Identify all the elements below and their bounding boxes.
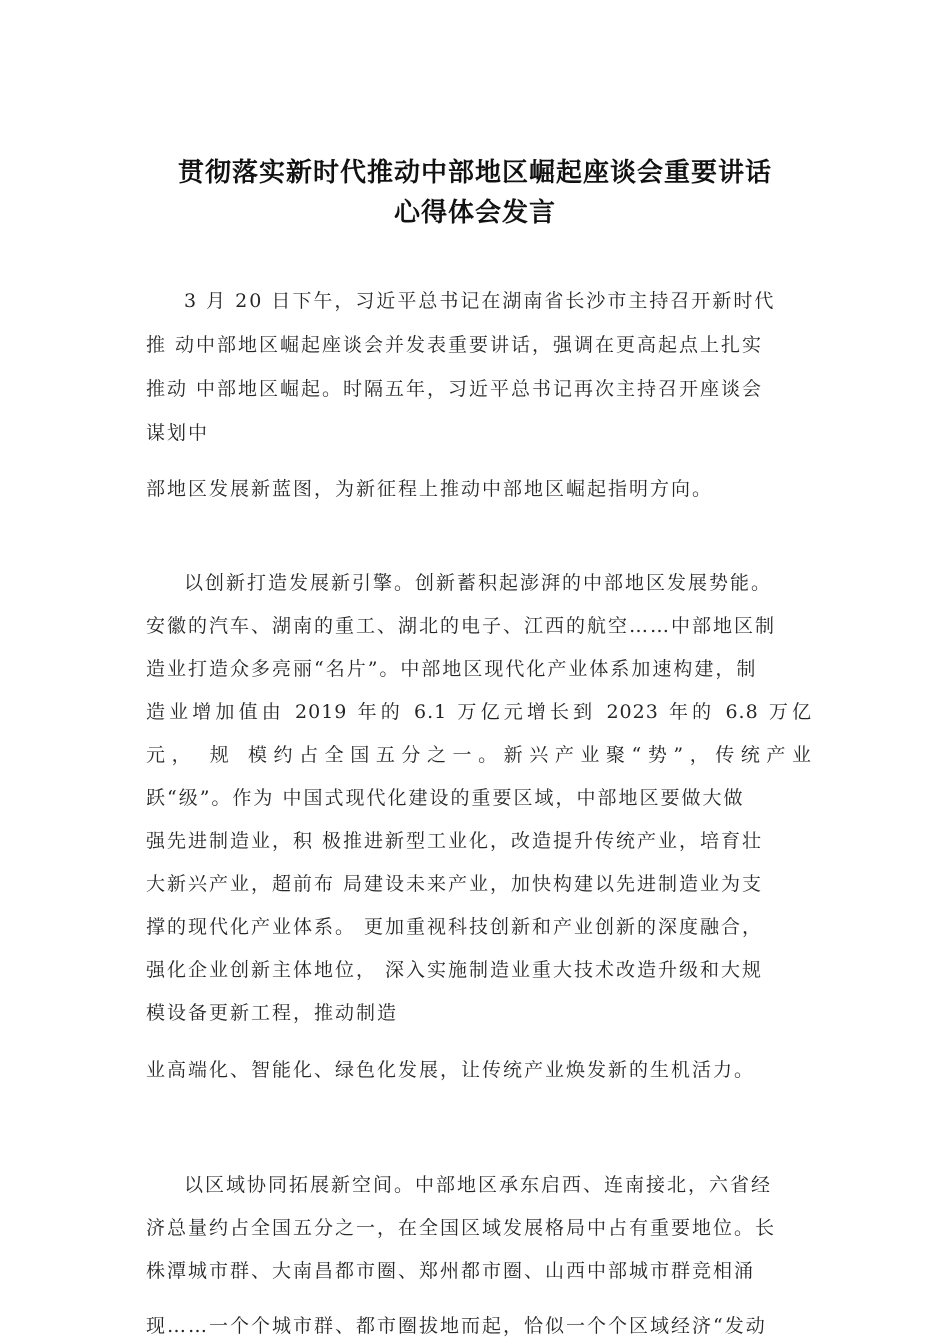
paragraph-1-line-5: 部地区发展新蓝图，为新征程上推动中部地区崛起指明方向。: [146, 478, 714, 500]
paragraph-2-line-2: 安徽的汽车、湖南的重工、湖北的电子、江西的航空……中部地区制: [146, 615, 777, 637]
paragraph-1-line-3: 推动 中部地区崛起。时隔五年，习近平总书记再次主持召开座谈会: [146, 378, 764, 400]
paragraph-2-line-6: 跃“级”。作为 中国式现代化建设的重要区域，中部地区要做大做: [146, 787, 745, 809]
document-title-line-2: 心得体会发言: [393, 198, 556, 228]
paragraph-3-line-1: 以区域协同拓展新空间。中部地区承东启西、连南接北，六省经: [184, 1174, 773, 1196]
paragraph-2-line-3: 造业打造众多亮丽“名片”。中部地区现代化产业体系加速构建，制: [146, 658, 758, 680]
paragraph-2-line-12: 业高端化、智能化、绿色化发展，让传统产业焕发新的生机活力。: [146, 1059, 756, 1081]
paragraph-3-line-4: 现……一个个城市群、都市圈拔地而起，恰似一个个区域经济“发动: [146, 1315, 767, 1337]
paragraph-2-line-4: 造业增加值由 2019 年的 6.1 万亿元增长到 2023 年的 6.8 万亿: [146, 701, 812, 723]
paragraph-3-line-2: 济总量约占全国五分之一，在全国区域发展格局中占有重要地位。长: [146, 1217, 777, 1239]
paragraph-1-line-4: 谋划中: [146, 422, 210, 444]
paragraph-2-line-11: 模设备更新工程，推动制造: [146, 1002, 399, 1024]
document-title-line-1: 贯彻落实新时代推动中部地区崛起座谈会重要讲话: [177, 158, 772, 188]
paragraph-3-line-3: 株潭城市群、大南昌都市圈、郑州都市圈、山西中部城市群竞相涌: [146, 1260, 756, 1282]
paragraph-2-line-1: 以创新打造发展新引擎。创新蓄积起澎湃的中部地区发展势能。: [184, 572, 773, 594]
paragraph-1-line-2: 推 动中部地区崛起座谈会并发表重要讲话，强调在更高起点上扎实: [146, 334, 764, 356]
paragraph-2-line-9: 撑的现代化产业体系。 更加重视科技创新和产业创新的深度融合，: [146, 916, 764, 938]
paragraph-2-line-7: 强先进制造业，积 极推进新型工业化，改造提升传统产业，培育壮: [146, 830, 764, 852]
paragraph-2-line-10: 强化企业创新主体地位， 深入实施制造业重大技术改造升级和大规: [146, 959, 764, 981]
paragraph-1-line-1: 3 月 20 日下午，习近平总书记在湖南省长沙市主持召开新时代: [184, 290, 776, 312]
paragraph-2-line-8: 大新兴产业，超前布 局建设未来产业，加快构建以先进制造业为支: [146, 873, 764, 895]
paragraph-2-line-5: 元， 规 模约占全国五分之一。新兴产业聚“势”，传统产业: [146, 744, 812, 766]
